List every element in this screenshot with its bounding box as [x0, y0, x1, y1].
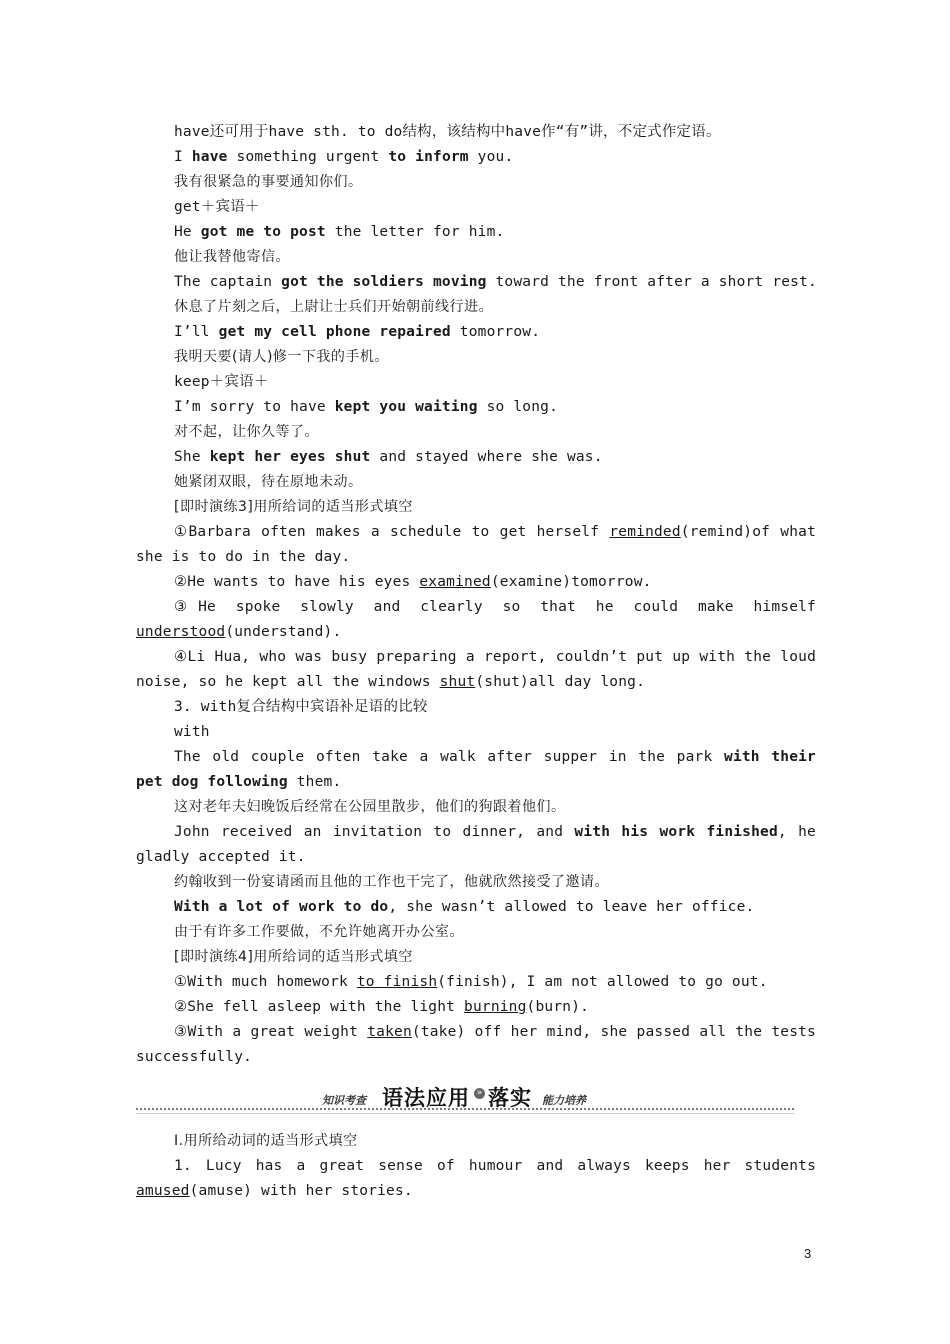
answer-blank: shut — [439, 674, 476, 690]
text-span: ④Li Hua, who was busy preparing a report, couldn’t put up with the loud noise, so he kept all the windows — [136, 649, 816, 690]
emphasis-text: kept you waiting — [334, 399, 478, 415]
page-number: 3 — [804, 1246, 812, 1261]
text-line — [174, 220, 819, 245]
text-span: I — [174, 149, 192, 165]
emphasis-text: With a lot of work to do — [174, 899, 389, 915]
text-line — [174, 945, 819, 970]
banner-right-small: 能力培养 — [542, 1094, 586, 1107]
text-span: She — [174, 449, 210, 465]
text-line — [174, 145, 819, 170]
answer-blank: understood — [136, 624, 226, 640]
text-span: (amuse) with her stories. — [189, 1183, 413, 1199]
text-span: ①Barbara often makes a schedule to get herself — [174, 524, 610, 540]
text-span: get＋宾语＋ — [174, 199, 260, 215]
answer-blank: to finish — [356, 974, 438, 990]
text-span: [即时演练4]用所给词的适当形式填空 — [174, 949, 413, 965]
banner-divider-shadow — [136, 1113, 794, 1114]
text-span: so long. — [477, 399, 559, 415]
text-line — [174, 995, 819, 1020]
text-span: I’m sorry to have — [174, 399, 335, 415]
text-span: John received an invitation to dinner, and — [174, 824, 575, 840]
text-line — [174, 795, 819, 820]
text-span: 她紧闭双眼，待在原地未动。 — [174, 474, 363, 490]
text-span: ②She fell asleep with the light — [174, 999, 465, 1015]
answer-blank: examined — [419, 574, 491, 590]
text-span: (understand). — [225, 624, 342, 640]
banner-right-title: 落实 — [488, 1086, 532, 1110]
text-line — [174, 420, 819, 445]
text-span: 约翰收到一份宴请函而且他的工作也干完了，他就欣然接受了邀请。 — [174, 874, 609, 890]
text-span: The captain — [174, 274, 282, 290]
exercise-line — [174, 1129, 819, 1154]
text-span: 这对老年夫妇晚饭后经常在公园里散步，他们的狗跟着他们。 — [174, 799, 566, 815]
text-line — [136, 520, 816, 570]
text-span: ③He spoke slowly and clearly so that he could make himself — [174, 599, 816, 615]
text-line — [136, 820, 816, 870]
answer-blank: burning — [464, 999, 527, 1015]
text-line — [174, 495, 819, 520]
text-span: The old couple often take a walk after supper in the park — [174, 749, 725, 765]
text-span: ①With much homework — [174, 974, 357, 990]
emphasis-text: kept her eyes shut — [209, 449, 371, 465]
text-line — [174, 120, 819, 145]
text-span: [即时演练3]用所给词的适当形式填空 — [174, 499, 413, 515]
emphasis-text: got me to post — [200, 224, 326, 240]
text-span: something urgent — [227, 149, 389, 165]
emphasis-text: got the soldiers moving — [281, 274, 487, 290]
emphasis-text: to inform — [388, 149, 469, 165]
banner-left-small: 知识考查 — [322, 1094, 366, 1107]
text-line — [174, 370, 819, 395]
text-span: (take) off her mind, she passed all the tests successfully. — [136, 1024, 816, 1065]
text-span: (examine)tomorrow. — [490, 574, 652, 590]
text-span: ②He wants to have his eyes — [174, 574, 420, 590]
text-line — [174, 345, 819, 370]
answer-blank: reminded — [609, 524, 681, 540]
text-span: have还可用于have sth. to do结构，该结构中have作“有”讲，不定式作定语。 — [174, 124, 721, 140]
section-banner — [136, 1082, 794, 1118]
text-span: (remind)of what she is to do in the day. — [136, 524, 817, 565]
emphasis-text: with his work finished — [574, 824, 778, 840]
text-span: you. — [468, 149, 514, 165]
text-span: He — [174, 224, 201, 240]
text-line — [174, 270, 819, 295]
text-span: I’ll — [174, 324, 219, 340]
text-line — [174, 870, 819, 895]
banner-arrow-icon: » — [474, 1088, 485, 1099]
text-line — [136, 1020, 816, 1070]
text-span: them. — [287, 774, 342, 790]
text-line — [174, 195, 819, 220]
text-span: toward the front after a short rest. — [486, 274, 817, 290]
banner-left-title: 语法应用 — [382, 1086, 470, 1110]
text-span: , he gladly accepted it. — [136, 824, 816, 865]
text-span: 对不起，让你久等了。 — [174, 424, 319, 440]
text-span: , she wasn’t allowed to leave her office. — [388, 899, 755, 915]
text-line — [174, 570, 819, 595]
text-span: 他让我替他寄信。 — [174, 249, 290, 265]
text-line — [136, 745, 816, 795]
text-span: with — [174, 724, 210, 740]
text-line — [174, 920, 819, 945]
text-span: 由于有许多工作要做，不允许她离开办公室。 — [174, 924, 464, 940]
text-line — [174, 895, 819, 920]
text-line — [174, 320, 819, 345]
text-line — [174, 245, 819, 270]
text-line — [174, 970, 819, 995]
text-span: 1. Lucy has a great sense of humour and always keeps her students — [174, 1158, 816, 1174]
text-span: (finish), I am not allowed to go out. — [437, 974, 768, 990]
emphasis-text: with their pet dog following — [136, 749, 816, 790]
text-line — [174, 720, 819, 745]
text-line — [136, 645, 816, 695]
text-span: 3. with复合结构中宾语补足语的比较 — [174, 699, 428, 715]
text-line — [174, 470, 819, 495]
text-line — [174, 170, 819, 195]
answer-blank: taken — [367, 1024, 412, 1040]
text-span: Ⅰ.用所给动词的适当形式填空 — [174, 1133, 358, 1149]
exercise-line — [136, 1154, 816, 1204]
text-line — [174, 395, 819, 420]
text-span: 我明天要(请人)修一下我的手机。 — [174, 349, 389, 365]
emphasis-text: get my cell phone repaired — [218, 324, 451, 340]
text-span: keep＋宾语＋ — [174, 374, 269, 390]
text-span: ③With a great weight — [174, 1024, 368, 1040]
text-line — [174, 695, 819, 720]
text-span: (burn). — [526, 999, 590, 1015]
text-line — [174, 295, 819, 320]
answer-blank: amused — [136, 1183, 190, 1199]
text-span: the letter for him. — [325, 224, 505, 240]
text-span: (shut)all day long. — [475, 674, 646, 690]
text-span: 休息了片刻之后，上尉让士兵们开始朝前线行进。 — [174, 299, 493, 315]
text-span: tomorrow. — [450, 324, 541, 340]
text-span: 我有很紧急的事要通知你们。 — [174, 174, 363, 190]
text-line — [174, 445, 819, 470]
text-span: and stayed where she was. — [370, 449, 603, 465]
text-line — [136, 595, 816, 645]
emphasis-text: have — [191, 149, 228, 165]
